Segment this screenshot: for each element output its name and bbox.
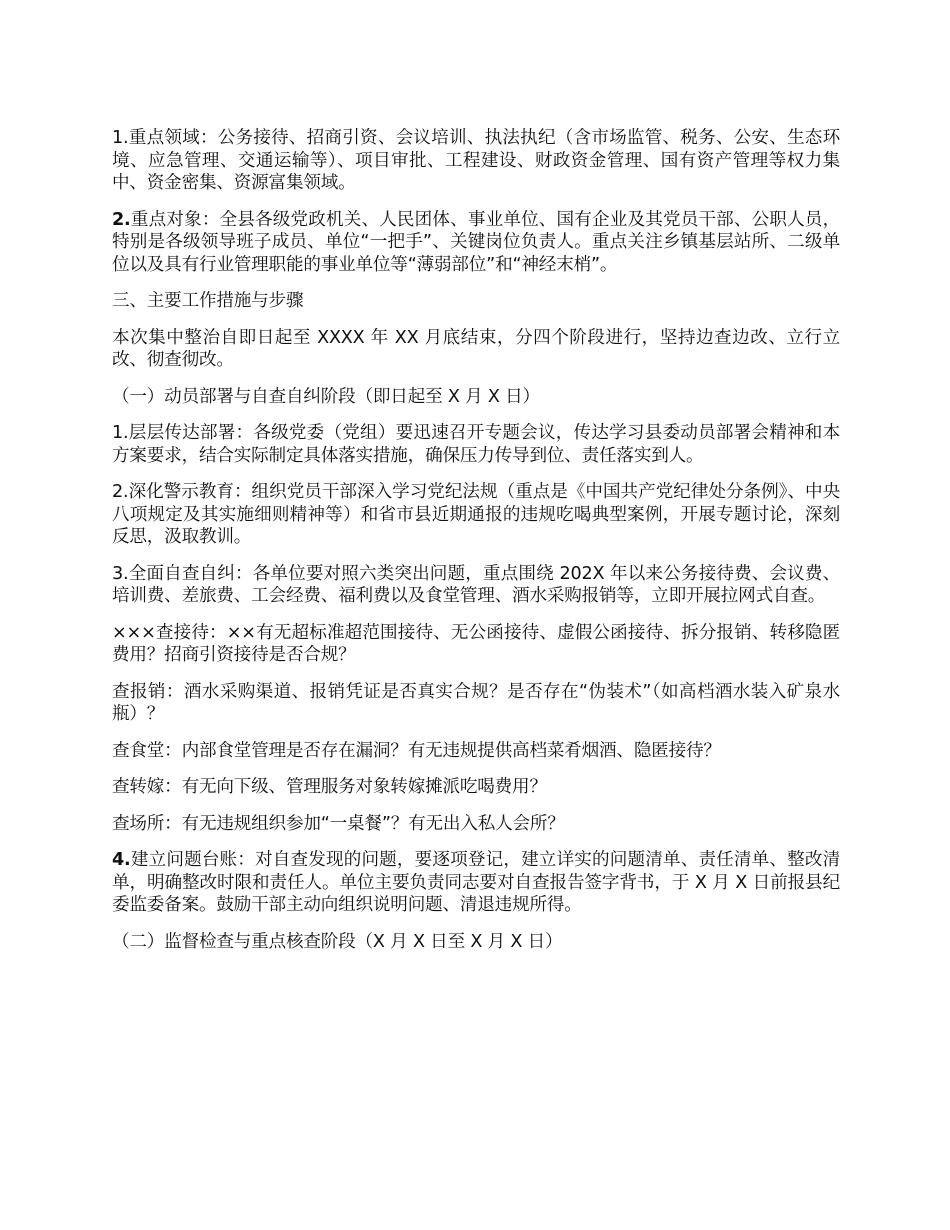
paragraph-text: ×××查接待：××有无超标准超范围接待、无公函接待、虚假公函接待、拆分报销、转移隐匿费用？招商引资接待是否合规？ (112, 622, 840, 665)
paragraph-number: 4. (112, 850, 131, 870)
paragraph (112, 776, 840, 799)
paragraph-text: 建立问题台账：对自查发现的问题，要逐项登记，建立详实的问题清单、责任清单、整改清单，明确整改时限和责任人。单位主要负责同志要对自查报告签字背书，于 X 月 X 日前报县纪委监委备案。鼓励干部主动向组织说明问题、清退违规所得。 (112, 850, 840, 915)
paragraph-text: 本次集中整治自即日起至 XXXX 年 XX 月底结束，分四个阶段进行，坚持边查边改、立行立改、彻查彻改。 (112, 327, 840, 370)
paragraph-text: 深化警示教育：组织党员干部深入学习党纪法规（重点是《中国共产党纪律处分条例》、中央八项规定及其实施细则精神等）和省市县近期通报的违规吃喝典型案例，开展专题讨论，深刻反思，汲取教训。 (112, 482, 840, 547)
paragraph (112, 740, 840, 763)
paragraph-text: 重点领域：公务接待、招商引资、会议培训、执法执纪（含市场监管、税务、公安、生态环境、应急管理、交通运输等）、项目审批、工程建设、财政资金管理、国有资产管理等权力集中、资金密集、资源富集领域。 (112, 128, 840, 193)
paragraph-text: 重点对象：全县各级党政机关、人民团体、事业单位、国有企业及其党员干部、公职人员，特别是各级领导班子成员、单位“一把手”、关键岗位负责人。重点关注乡镇基层站所、二级单位以及具有行业管理职能的事业单位等“薄弱部位”和“神经末梢”。 (112, 209, 840, 275)
paragraph-text: 查报销：酒水采购渠道、报销凭证是否真实合规？是否存在“伪装术”（如高档酒水装入矿泉水瓶）？ (112, 681, 840, 724)
paragraph (112, 127, 840, 195)
paragraph-text: 全面自查自纠：各单位要对照六类突出问题，重点围绕 202X 年以来公务接待费、会议费、培训费、差旅费、工会经费、福利费以及食堂管理、酒水采购报销等，立即开展拉网式自查。 (112, 563, 840, 606)
paragraph (112, 563, 840, 608)
paragraph-text: 三、主要工作措施与步骤 (112, 291, 304, 311)
paragraph-number: 3. (112, 563, 129, 584)
paragraph-text: （一）动员部署与自查自纠阶段（即日起至 X 月 X 日） (112, 386, 540, 407)
paragraph-text: 查转嫁：有无向下级、管理服务对象转嫁摊派吃喝费用？ (112, 777, 547, 797)
paragraph-text: 查场所：有无违规组织参加“一桌餐”？有无出入私人会所？ (112, 813, 565, 834)
paragraph (112, 481, 840, 549)
paragraph-number: 1. (112, 423, 129, 443)
paragraph (112, 622, 840, 667)
paragraph (112, 327, 840, 372)
paragraph (112, 681, 840, 726)
paragraph-text: 查食堂：内部食堂管理是否存在漏洞？有无违规提供高档菜肴烟酒、隐匿接待？ (112, 740, 721, 761)
paragraph-number: 2. (112, 482, 129, 502)
paragraph (112, 209, 840, 277)
paragraph-number: 1. (112, 128, 129, 148)
paragraph (112, 813, 840, 836)
paragraph-text: （二）监督检查与重点核查阶段（X 月 X 日至 X 月 X 日） (112, 931, 563, 952)
document-page (112, 127, 840, 967)
paragraph (112, 386, 840, 409)
paragraph-number: 2. (112, 209, 131, 230)
paragraph-text: 层层传达部署：各级党委（党组）要迅速召开专题会议，传达学习县委动员部署会精神和本方案要求，结合实际制定具体落实措施，确保压力传导到位、责任落实到人。 (112, 423, 840, 466)
paragraph (112, 931, 840, 954)
paragraph (112, 422, 840, 467)
paragraph (112, 849, 840, 917)
paragraph (112, 290, 840, 313)
